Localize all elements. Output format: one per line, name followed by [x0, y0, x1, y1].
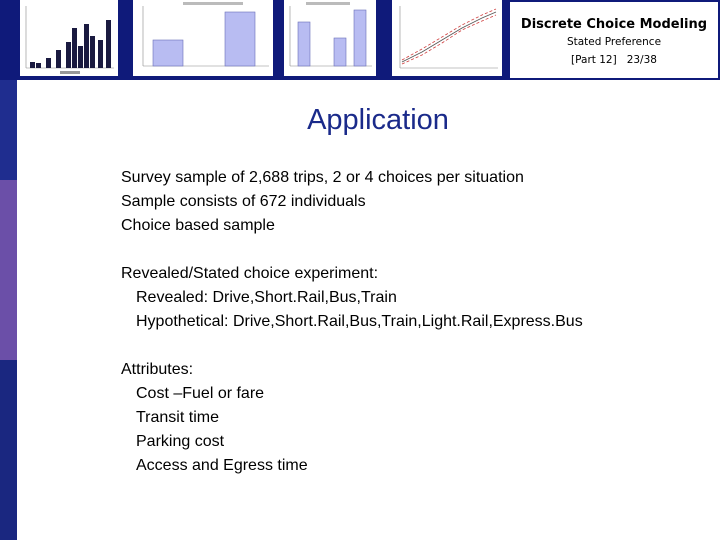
sample-line: Choice based sample: [121, 217, 275, 234]
slide-counter: 23/38: [626, 54, 657, 66]
header-band: [0, 0, 720, 80]
thumbnail-bar-chart-small: [284, 0, 376, 76]
left-bar-middle-segment: [0, 180, 17, 360]
experiment-line: Revealed: Drive,Short.Rail,Bus,Train: [136, 289, 397, 306]
course-title-box: [508, 0, 720, 80]
left-bar-bottom-segment: [0, 360, 17, 540]
attribute-line: Transit time: [136, 409, 219, 426]
sample-line: Sample consists of 672 individuals: [121, 193, 366, 210]
slide-part-info: [510, 54, 718, 66]
attribute-line: Parking cost: [136, 433, 225, 450]
sample-line: Survey sample of 2,688 trips, 2 or 4 choices per situation: [121, 169, 524, 186]
spacer: [121, 334, 711, 358]
topic-subtitle: Stated Preference: [566, 36, 662, 48]
attributes-heading: Attributes:: [121, 361, 194, 378]
thumbnail-bar-chart-dark: [20, 0, 118, 76]
spacer: [121, 238, 711, 262]
slide-body: [121, 166, 711, 478]
course-title: Discrete Choice Modeling: [520, 17, 708, 32]
thumbnail-line-chart: [392, 0, 502, 76]
thumbnail-bar-chart-light: [133, 0, 273, 76]
experiment-line: Hypothetical: Drive,Short.Rail,Bus,Train,Light.Rail,Express.Bus: [136, 313, 583, 330]
slide-title: Application: [307, 104, 449, 136]
part-label: [Part 12]: [571, 54, 617, 66]
left-accent-bar: [0, 0, 17, 540]
attribute-line: Cost –Fuel or fare: [136, 385, 265, 402]
experiment-heading: Revealed/Stated choice experiment:: [121, 265, 379, 282]
attribute-line: Access and Egress time: [136, 457, 308, 474]
